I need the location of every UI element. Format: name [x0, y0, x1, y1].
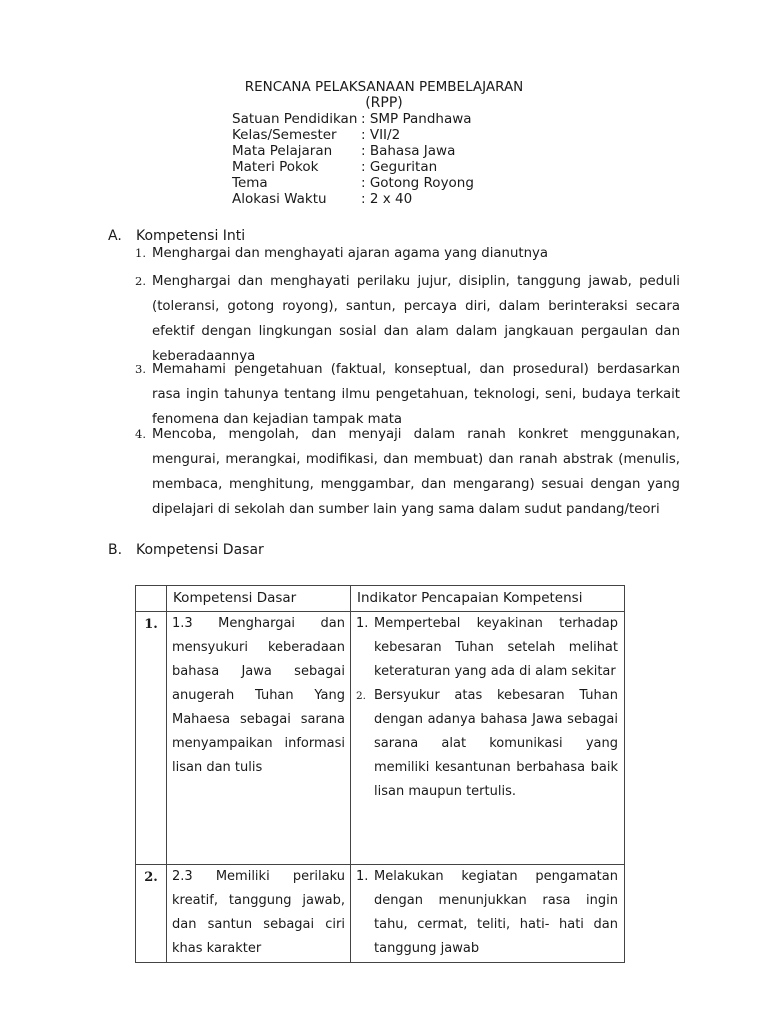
indicator-cell — [351, 612, 625, 865]
indicator-cell — [351, 865, 625, 963]
ki-number: 2. — [135, 274, 146, 288]
header-no — [136, 586, 167, 612]
doc-subtitle: (RPP) — [365, 95, 403, 111]
section-letter: A. — [108, 228, 122, 244]
table-row — [136, 612, 625, 865]
ki-number: 1. — [135, 246, 146, 260]
header-kompetensi-dasar: Kompetensi Dasar — [167, 586, 351, 612]
kompetensi-dasar-table — [135, 585, 625, 963]
meta-label: Satuan Pendidikan — [232, 111, 358, 127]
meta-value: : SMP Pandhawa — [361, 111, 472, 127]
ki-number: 3. — [135, 362, 146, 376]
indicator-number: 1. — [356, 869, 369, 884]
indicator-text: Melakukan kegiatan pengamatan dengan menunjukkan rasa ingin tahu, cermat, teliti, hati- hati dan tanggung jawab — [374, 869, 618, 956]
row-number: 1. — [136, 612, 167, 865]
kd-text: 2.3 Memiliki perilaku kreatif, tanggung jawab, dan santun sebagai ciri khas karakter — [172, 869, 345, 956]
meta-label: Alokasi Waktu — [232, 191, 327, 207]
ki-item — [135, 422, 680, 522]
meta-label: Tema — [232, 175, 268, 191]
kd-cell — [167, 612, 351, 865]
ki-text: Mencoba, mengolah, dan menyaji dalam ranah konkret menggunakan, mengurai, merangkai, modifikasi, dan membuat) dan ranah abstrak (menulis, membaca, menghitung, menggambar, dan mengarang) sesuai dengan yang dipelajari di sekolah dan sumber lain yang sama dalam sudut pandang/teori — [152, 427, 680, 517]
indicator-text: Bersyukur atas kebesaran Tuhan dengan adanya bahasa Jawa sebagai sarana alat komunikasi yang memiliki kesantunan berbahasa baik lisan maupun tertulis. — [374, 688, 618, 799]
meta-label: Materi Pokok — [232, 159, 319, 175]
indicator-number: 2. — [356, 690, 367, 702]
kd-cell — [167, 865, 351, 963]
ki-text: Menghargai dan menghayati perilaku jujur, disiplin, tanggung jawab, peduli (toleransi, gotong royong), santun, percaya diri, dalam berinteraksi secara efektif dengan lingkungan sosial dan alam dalam jangkauan pergaulan dan keberadaannya — [152, 274, 680, 364]
header-indikator: Indikator Pencapaian Kompetensi — [351, 586, 625, 612]
ki-text: Menghargai dan menghayati ajaran agama yang dianutnya — [152, 246, 549, 261]
section-title: Kompetensi Inti — [136, 228, 246, 244]
kd-text: 1.3 Menghargai dan mensyukuri keberadaan bahasa Jawa sebagai anugerah Tuhan Yang Mahaesa sebagai sarana menyampaikan informasi lisan dan tulis — [172, 616, 345, 775]
indicator-item — [351, 612, 624, 684]
meta-value: : Geguritan — [361, 159, 438, 175]
meta-label: Kelas/Semester — [232, 127, 337, 143]
meta-value: : Gotong Royong — [361, 175, 474, 191]
doc-title: RENCANA PELAKSANAAN PEMBELAJARAN — [244, 79, 524, 95]
table-header-row — [136, 586, 625, 612]
indicator-text: Mempertebal keyakinan terhadap kebesaran Tuhan setelah melihat keteraturan yang ada di alam sekitar — [374, 616, 618, 679]
ki-item — [135, 357, 680, 432]
indicator-item — [351, 684, 624, 804]
table-row — [136, 865, 625, 963]
meta-value: : VII/2 — [361, 127, 401, 143]
ki-number: 4. — [135, 427, 146, 441]
indicator-item — [351, 865, 624, 961]
row-number: 2. — [136, 865, 167, 963]
meta-label: Mata Pelajaran — [232, 143, 333, 159]
section-title: Kompetensi Dasar — [136, 542, 264, 558]
ki-item — [135, 269, 680, 369]
ki-text: Memahami pengetahuan (faktual, konseptual, dan prosedural) berdasarkan rasa ingin tahunya tentang ilmu pengetahuan, teknologi, seni, budaya terkait fenomena dan kejadian tampak mata — [152, 362, 680, 427]
meta-value: : 2 x 40 — [361, 191, 413, 207]
indicator-number: 1. — [356, 616, 369, 631]
ki-item — [135, 241, 680, 266]
section-letter: B. — [108, 542, 123, 558]
meta-value: : Bahasa Jawa — [361, 143, 456, 159]
